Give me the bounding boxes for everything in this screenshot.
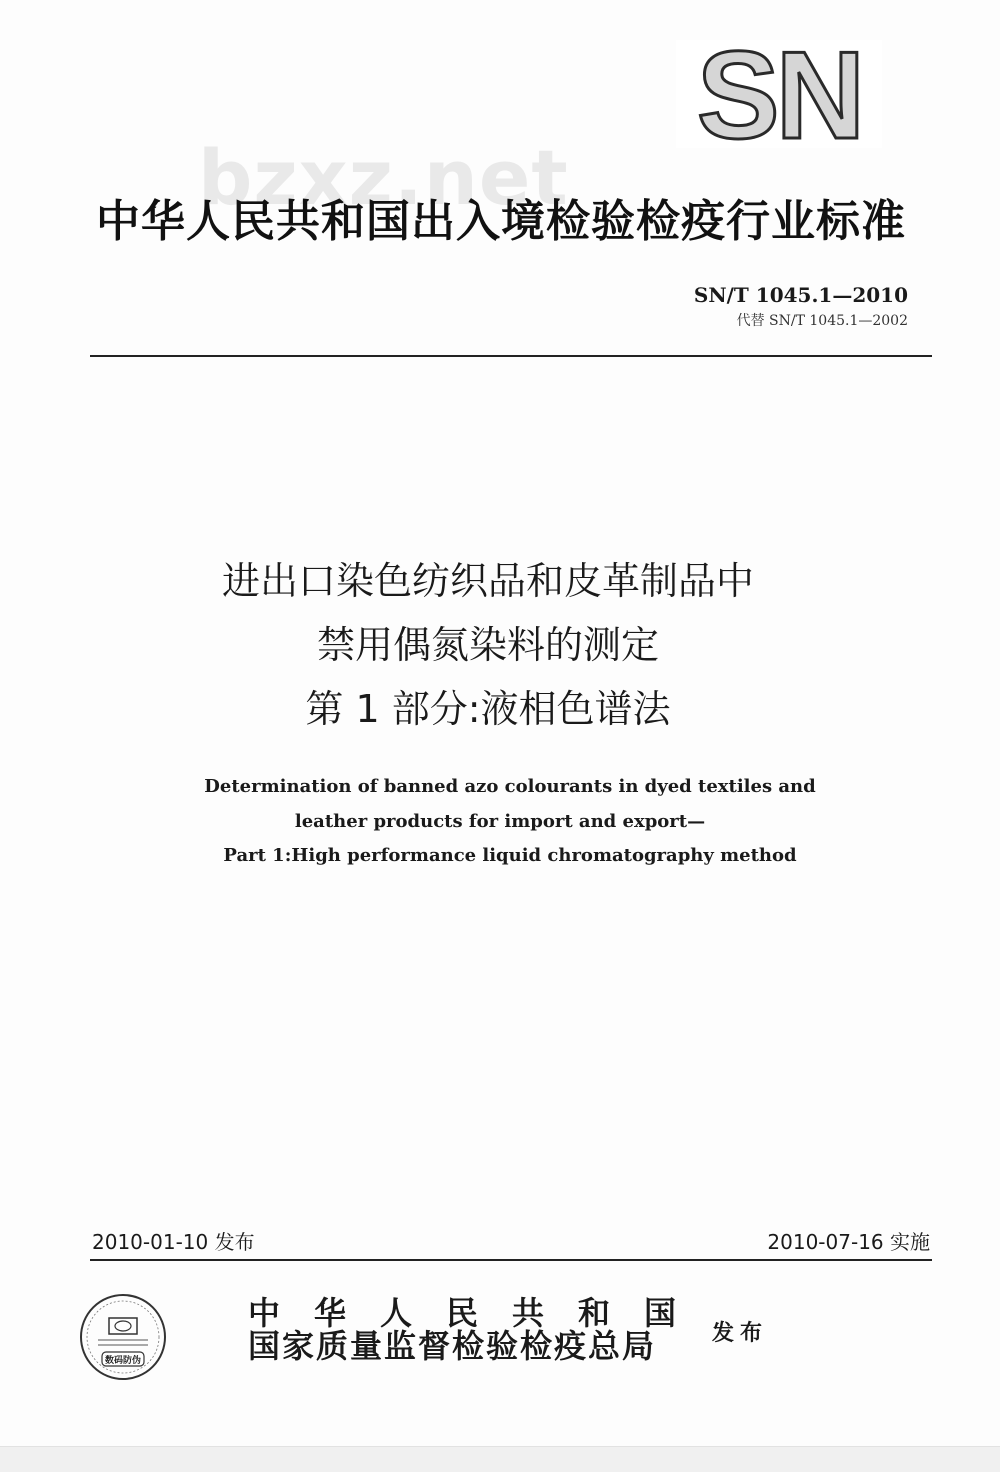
standard-code: SN/T 1045.1—2010: [693, 283, 908, 307]
implement-date: 2010-07-16 实施: [767, 1230, 930, 1254]
org-title: 中华人民共和国出入境检验检疫行业标准: [96, 196, 906, 247]
title-en-line1: Determination of banned azo colourants in dyed textiles and: [204, 776, 816, 797]
top-divider: [90, 355, 932, 357]
replaces-note: 代替 SN/T 1045.1—2002: [736, 313, 908, 329]
anti-counterfeit-seal: [78, 1292, 168, 1382]
svg-text:数码防伪: 数码防伪: [104, 1356, 142, 1366]
title-cn-line1: 进出口染色纺织品和皮革制品中: [221, 559, 754, 603]
title-en-line2: leather products for import and export—: [294, 811, 706, 832]
title-cn-line2: 禁用偶氮染料的测定: [316, 623, 659, 667]
footer-strip: [0, 1446, 1000, 1472]
title-cn-line3: 第 1 部分:液相色谱法: [305, 687, 671, 731]
svg-text:SN: SN: [696, 40, 862, 148]
title-en-line3: Part 1:High performance liquid chromatography method: [223, 845, 797, 866]
issuer-agency: 国家质量监督检验检疫总局: [248, 1327, 657, 1365]
issue-date: 2010-01-10 发布: [92, 1230, 255, 1254]
bottom-divider: [90, 1259, 932, 1261]
issuer-country: 中华人民共和国: [248, 1294, 711, 1332]
watermark: bzxz.net: [198, 133, 569, 222]
publish-label: 发布: [712, 1320, 769, 1346]
sn-logo: [676, 40, 882, 148]
